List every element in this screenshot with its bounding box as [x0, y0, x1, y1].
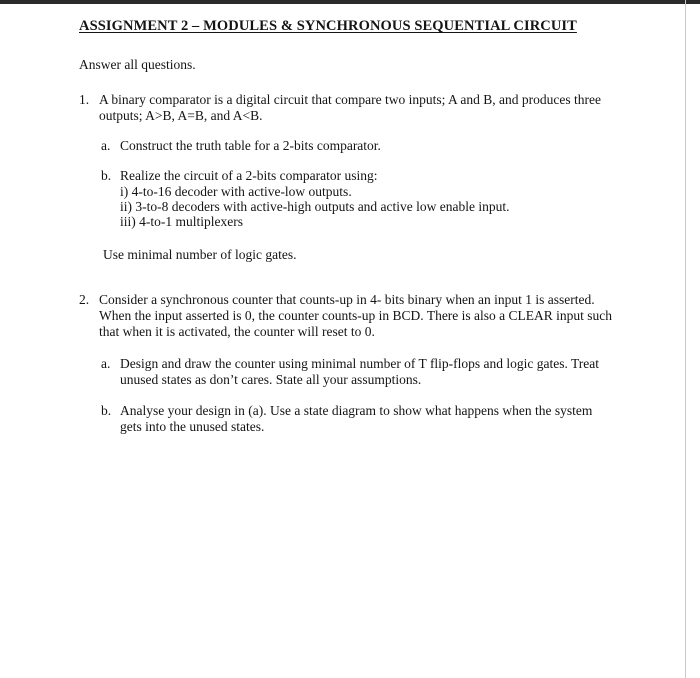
question-2a-line-1: Design and draw the counter using minimal number of T flip-flops and logic gates. Treat: [120, 356, 600, 371]
question-1a-letter: a.: [101, 138, 111, 153]
question-2-line-1: Consider a synchronous counter that counts-up in 4- bits binary when an input 1 is asserted.: [99, 292, 595, 307]
question-1b-letter: b.: [101, 168, 112, 183]
question-2b-letter: b.: [101, 403, 112, 418]
question-1a-text: Construct the truth table for a 2-bits comparator.: [120, 138, 381, 153]
question-1b-subitem-1: i) 4-to-16 decoder with active-low outputs.: [120, 184, 352, 199]
question-2b-text: [120, 403, 592, 435]
question-2-number: 2.: [79, 292, 90, 307]
question-1-line-2: outputs; A>B, A=B, and A<B.: [99, 108, 263, 123]
question-2-text: [99, 292, 612, 340]
question-2a-letter: a.: [101, 356, 111, 371]
instruction-text: Answer all questions.: [79, 57, 196, 72]
question-1-note: Use minimal number of logic gates.: [103, 247, 297, 262]
question-2a-text: [120, 356, 599, 388]
question-2-line-2: When the input asserted is 0, the counter counts-up in BCD. There is also a CLEAR input such: [99, 308, 613, 323]
question-2b-line-1: Analyse your design in (a). Use a state diagram to show what happens when the system: [120, 403, 593, 418]
question-1b-subitems: [120, 184, 510, 229]
question-1b-subitem-2: ii) 3-to-8 decoders with active-high outputs and active low enable input.: [120, 199, 510, 214]
right-border: [685, 0, 686, 678]
question-1b-text: Realize the circuit of a 2-bits comparator using:: [120, 168, 378, 183]
question-1-line-1: A binary comparator is a digital circuit that compare two inputs; A and B, and produces three: [99, 92, 601, 107]
question-2b-line-2: gets into the unused states.: [120, 419, 265, 434]
question-2-line-3: that when it is activated, the counter will reset to 0.: [99, 324, 375, 339]
top-border: [0, 0, 700, 4]
question-1-number: 1.: [79, 92, 90, 107]
question-1b-subitem-3: iii) 4-to-1 multiplexers: [120, 214, 243, 229]
document-title: ASSIGNMENT 2 – MODULES & SYNCHRONOUS SEQUENTIAL CIRCUIT: [79, 18, 577, 34]
question-2a-line-2: unused states as don’t cares. State all your assumptions.: [120, 372, 422, 387]
question-1-text: [99, 92, 601, 124]
